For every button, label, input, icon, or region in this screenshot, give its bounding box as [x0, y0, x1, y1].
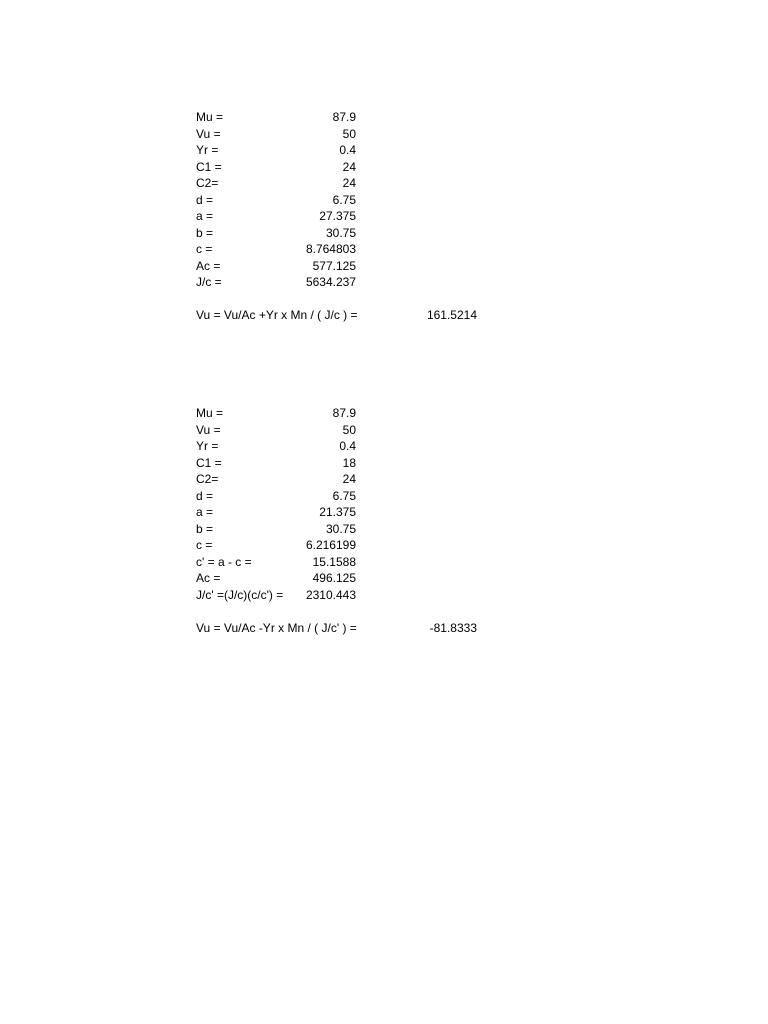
variable-row-vu: [196, 422, 496, 439]
variable-value: 30.75: [325, 225, 356, 240]
variable-value: 8.764803: [305, 242, 356, 256]
variable-label: C2=: [196, 472, 219, 486]
variable-row-b: [196, 521, 496, 538]
variable-value: 496.125: [312, 571, 356, 585]
variable-label: Mu =: [196, 110, 224, 124]
variable-label: b =: [196, 225, 214, 240]
variable-label: Vu =: [196, 126, 221, 141]
variable-row-jc-prime: [196, 587, 496, 604]
variable-value: 2310.443: [305, 587, 356, 602]
variable-row-c2: [196, 175, 496, 192]
variable-label: Ac =: [196, 258, 221, 273]
variable-label: J/c' =(J/c)(c/c') =: [196, 587, 284, 602]
calculation-block-1: [196, 109, 496, 324]
variable-label: C2=: [196, 176, 219, 190]
variable-value: 24: [342, 159, 356, 174]
variable-row-c2: [196, 471, 496, 488]
variable-label: c =: [196, 538, 213, 552]
variable-row-mu: [196, 109, 496, 126]
variable-row-yr: [196, 438, 496, 455]
formula-row: [196, 620, 496, 637]
variable-row-yr: [196, 142, 496, 159]
variable-value: 87.9: [332, 406, 356, 420]
formula-label: Vu = Vu/Ac +Yr x Mn / ( J/c ) =: [196, 308, 358, 322]
variable-row-d: [196, 488, 496, 505]
variable-label: a =: [196, 209, 214, 223]
variable-label: Vu =: [196, 422, 221, 437]
variable-value: 5634.237: [305, 275, 356, 289]
variable-value: 0.4: [339, 143, 356, 157]
variable-label: c =: [196, 242, 213, 256]
variable-value: 24: [342, 472, 356, 486]
variable-label: Yr =: [196, 439, 219, 453]
formula-row: [196, 307, 496, 324]
variable-row-c1: [196, 455, 496, 472]
variable-label: Yr =: [196, 143, 219, 157]
variable-value: 50: [342, 126, 356, 141]
variable-label: d =: [196, 488, 214, 503]
variable-value: 6.75: [332, 192, 356, 207]
variable-row-c1: [196, 159, 496, 176]
variable-row-vu: [196, 126, 496, 143]
variable-row-d: [196, 192, 496, 209]
variable-row-ac: [196, 570, 496, 587]
variable-value: 30.75: [325, 521, 356, 536]
variable-row-c-prime: [196, 554, 496, 571]
variable-value: 577.125: [312, 258, 356, 273]
variable-label: d =: [196, 192, 214, 207]
formula-result: -81.8333: [429, 620, 477, 635]
spacer: [196, 291, 496, 308]
variable-label: c' = a - c =: [196, 554, 252, 569]
variable-row-c: [196, 241, 496, 258]
variable-value: 21.375: [319, 505, 356, 519]
calculation-block-2: [196, 405, 496, 636]
variable-value: 27.375: [319, 209, 356, 223]
variable-label: C1 =: [196, 159, 222, 174]
variable-label: Ac =: [196, 571, 221, 585]
variable-label: C1 =: [196, 455, 222, 470]
variable-value: 6.216199: [305, 538, 356, 552]
formula-result: 161.5214: [426, 308, 477, 322]
variable-value: 50: [342, 422, 356, 437]
variable-row-a: [196, 504, 496, 521]
variable-row-a: [196, 208, 496, 225]
variable-value: 87.9: [332, 110, 356, 124]
variable-row-jc: [196, 274, 496, 291]
variable-row-ac: [196, 258, 496, 275]
variable-value: 15.1588: [312, 554, 356, 569]
variable-label: a =: [196, 505, 214, 519]
variable-row-mu: [196, 405, 496, 422]
variable-label: Mu =: [196, 406, 224, 420]
spacer: [196, 603, 496, 620]
variable-value: 24: [342, 176, 356, 190]
variable-value: 18: [342, 455, 356, 470]
variable-value: 0.4: [339, 439, 356, 453]
variable-label: J/c =: [196, 275, 222, 289]
variable-value: 6.75: [332, 488, 356, 503]
variable-row-c: [196, 537, 496, 554]
variable-row-b: [196, 225, 496, 242]
variable-label: b =: [196, 521, 214, 536]
formula-label: Vu = Vu/Ac -Yr x Mn / ( J/c' ) =: [196, 620, 357, 635]
